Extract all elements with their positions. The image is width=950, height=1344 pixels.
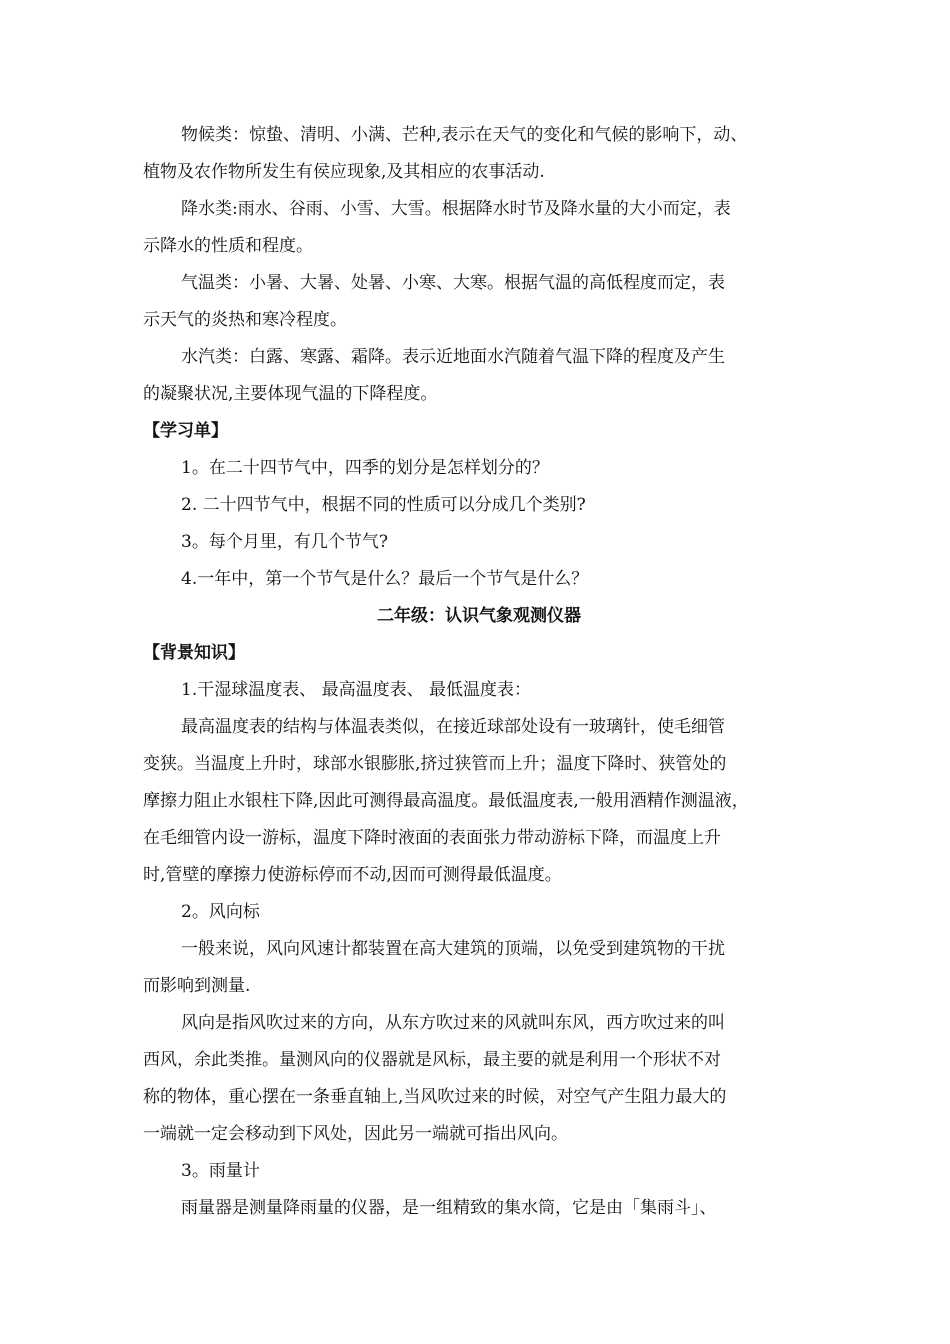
wind-text1-line1: 一般来说，风向风速计都装置在高大建筑的顶端，以免受到建筑物的干扰 — [181, 939, 725, 959]
rain-gauge-subtitle: 3。雨量计 — [181, 1161, 260, 1181]
rain-text-line1: 雨量器是测量降雨量的仪器，是一组精致的集水筒，它是由「集雨斗」、 — [181, 1198, 717, 1218]
wind-vane-subtitle: 2。风向标 — [181, 902, 260, 922]
paragraph-temperature-line2: 示天气的炎热和寒冷程度。 — [143, 310, 347, 330]
paragraph-temperature-line1: 气温类：小暑、大暑、处暑、小寒、大寒。根据气温的高低程度而定，表 — [181, 273, 725, 293]
study-list-item: 4.一年中，第一个节气是什么？最后一个节气是什么？ — [181, 569, 589, 589]
thermometers-subtitle: 1.干湿球温度表、 最高温度表、 最低温度表： — [181, 680, 532, 700]
wind-text2-line3: 称的物体，重心摆在一条垂直轴上,当风吹过来的时候，对空气产生阻力最大的 — [143, 1087, 727, 1107]
wind-text2-line1: 风向是指风吹过来的方向，从东方吹过来的风就叫东风，西方吹过来的叫 — [181, 1013, 725, 1033]
study-list-item: 3。每个月里，有几个节气? — [181, 532, 388, 552]
wind-text1-line2: 而影响到测量. — [143, 976, 251, 996]
thermometers-text-line4: 在毛细管内设一游标，温度下降时液面的表面张力带动游标下降，而温度上升 — [143, 828, 721, 848]
document-page — [143, 117, 823, 1227]
study-list-item: 1。在二十四节气中，四季的划分是怎样划分的？ — [181, 458, 549, 478]
paragraph-phenology-line1: 物候类：惊蛰、清明、小满、芒种,表示在天气的变化和气候的影响下，动、 — [181, 125, 748, 145]
background-knowledge-heading: 【背景知识】 — [143, 643, 245, 663]
thermometers-text-line1: 最高温度表的结构与体温表类似，在接近球部处设有一玻璃针，使毛细管 — [181, 717, 725, 737]
thermometers-text-line2: 变狭。当温度上升时，球部水银膨胀,挤过狭管而上升；温度下降时、狭管处的 — [143, 754, 727, 774]
paragraph-vapor-line2: 的凝聚状况,主要体现气温的下降程度。 — [143, 384, 438, 404]
wind-text2-line4: 一端就一定会移动到下风处，因此另一端就可指出风向。 — [143, 1124, 568, 1144]
wind-text2-line2: 西风，余此类推。量测风向的仪器就是风标，最主要的就是利用一个形状不对 — [143, 1050, 721, 1070]
study-list-item: 2. 二十四节气中，根据不同的性质可以分成几个类别? — [181, 495, 586, 515]
study-list-heading: 【学习单】 — [143, 421, 228, 441]
paragraph-vapor-line1: 水汽类：白露、寒露、霜降。表示近地面水汽随着气温下降的程度及产生 — [181, 347, 725, 367]
thermometers-text-line3: 摩擦力阻止水银柱下降,因此可测得最高温度。最低温度表,一般用酒精作测温液， — [143, 791, 749, 811]
paragraph-precipitation-line2: 示降水的性质和程度。 — [143, 236, 313, 256]
thermometers-text-line5: 时,管壁的摩擦力使游标停而不动,因而可测得最低温度。 — [143, 865, 562, 885]
paragraph-phenology-line2: 植物及农作物所发生有侯应现象,及其相应的农事活动. — [143, 162, 545, 182]
grade2-section-title: 二年级：认识气象观测仪器 — [377, 606, 581, 626]
paragraph-precipitation-line1: 降水类:雨水、谷雨、小雪、大雪。根据降水时节及降水量的大小而定，表 — [181, 199, 731, 219]
